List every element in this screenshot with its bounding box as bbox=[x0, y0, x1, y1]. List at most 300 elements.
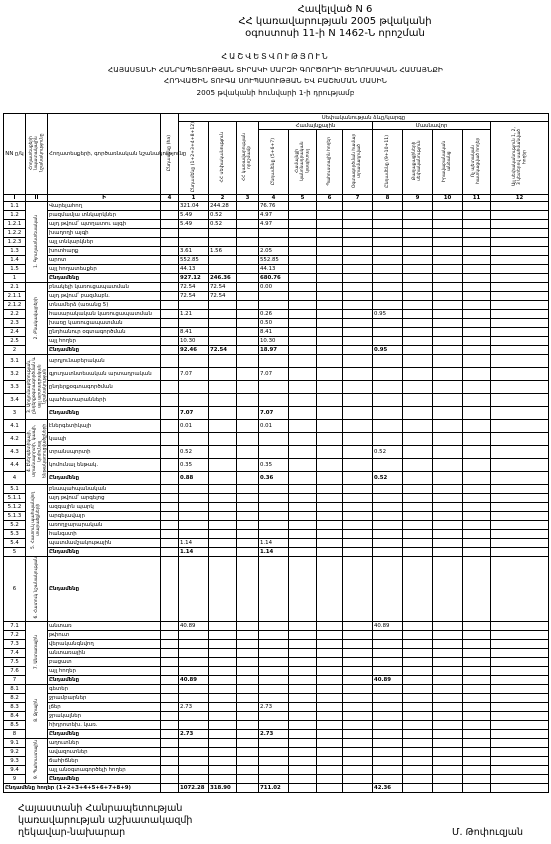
value-cell bbox=[237, 738, 259, 747]
value-cell bbox=[289, 621, 317, 630]
value-cell bbox=[237, 346, 259, 355]
value-cell bbox=[179, 774, 209, 783]
value-cell bbox=[237, 328, 259, 337]
value-cell bbox=[237, 693, 259, 702]
value-cell bbox=[373, 301, 403, 310]
value-cell bbox=[209, 702, 237, 711]
value-cell bbox=[491, 738, 549, 747]
value-cell bbox=[463, 220, 491, 229]
value-cell: 246.36 bbox=[209, 274, 237, 283]
value-cell bbox=[403, 310, 433, 319]
value-cell bbox=[209, 747, 237, 756]
value-cell bbox=[463, 702, 491, 711]
value-cell bbox=[289, 301, 317, 310]
value-cell bbox=[317, 319, 343, 328]
value-cell bbox=[373, 420, 403, 433]
area-total-cell bbox=[161, 711, 179, 720]
value-cell bbox=[491, 765, 549, 774]
value-cell bbox=[463, 648, 491, 657]
area-total-cell bbox=[161, 485, 179, 494]
value-cell bbox=[403, 765, 433, 774]
value-cell bbox=[259, 693, 289, 702]
value-cell bbox=[433, 648, 463, 657]
table-row bbox=[4, 765, 549, 774]
header-c6: Պահուստային հողեր bbox=[317, 130, 343, 195]
value-cell: 76.76 bbox=[259, 202, 289, 211]
value-cell bbox=[209, 765, 237, 774]
value-cell bbox=[343, 494, 373, 503]
value-cell bbox=[289, 346, 317, 355]
value-cell bbox=[289, 368, 317, 381]
value-cell bbox=[373, 202, 403, 211]
area-total-cell bbox=[161, 702, 179, 711]
value-cell bbox=[289, 747, 317, 756]
value-cell bbox=[259, 446, 289, 459]
land-type-label: Ընդամենը bbox=[48, 557, 161, 621]
value-cell bbox=[403, 355, 433, 368]
value-cell bbox=[373, 433, 403, 446]
value-cell bbox=[289, 765, 317, 774]
value-cell bbox=[209, 548, 237, 557]
row-number: 9.1 bbox=[4, 738, 26, 747]
group-label-text: 8. Ջրային bbox=[33, 698, 39, 722]
value-cell bbox=[343, 503, 373, 512]
header-no: NN ը/կ bbox=[4, 114, 26, 195]
table-row bbox=[4, 666, 549, 675]
value-cell bbox=[491, 256, 549, 265]
land-type-label: այդ թվում՝ պտղատու այգի bbox=[48, 220, 161, 229]
value-cell: 8.41 bbox=[259, 328, 289, 337]
table-row bbox=[4, 301, 549, 310]
value-cell bbox=[433, 747, 463, 756]
value-cell bbox=[343, 485, 373, 494]
value-cell bbox=[403, 729, 433, 738]
value-cell bbox=[317, 459, 343, 472]
value-cell: 1.14 bbox=[259, 539, 289, 548]
value-cell bbox=[317, 747, 343, 756]
value-cell bbox=[289, 702, 317, 711]
value-cell: 552.85 bbox=[259, 256, 289, 265]
value-cell: 0.52 bbox=[373, 446, 403, 459]
land-type-label: աղուտներ bbox=[48, 738, 161, 747]
value-cell bbox=[237, 503, 259, 512]
area-total-cell bbox=[161, 783, 179, 792]
table-row bbox=[4, 319, 549, 328]
value-cell bbox=[317, 211, 343, 220]
value-cell bbox=[433, 783, 463, 792]
value-cell: 4.97 bbox=[259, 211, 289, 220]
value-cell bbox=[317, 368, 343, 381]
value-cell bbox=[317, 310, 343, 319]
column-number: 7 bbox=[343, 195, 373, 202]
value-cell bbox=[209, 557, 237, 621]
value-cell bbox=[463, 459, 491, 472]
value-cell bbox=[403, 394, 433, 407]
value-cell bbox=[317, 756, 343, 765]
value-cell bbox=[433, 301, 463, 310]
value-cell bbox=[289, 420, 317, 433]
value-cell bbox=[317, 381, 343, 394]
value-cell bbox=[373, 630, 403, 639]
value-cell bbox=[343, 693, 373, 702]
value-cell bbox=[343, 265, 373, 274]
area-total-cell bbox=[161, 283, 179, 292]
value-cell bbox=[343, 381, 373, 394]
land-type-label: բնակելի կառուցապատման bbox=[48, 283, 161, 292]
value-cell bbox=[463, 521, 491, 530]
value-cell bbox=[463, 238, 491, 247]
value-cell bbox=[237, 774, 259, 783]
value-cell bbox=[433, 238, 463, 247]
value-cell bbox=[179, 512, 209, 521]
value-cell bbox=[237, 247, 259, 256]
value-cell bbox=[491, 657, 549, 666]
value-cell bbox=[317, 446, 343, 459]
value-cell bbox=[433, 548, 463, 557]
value-cell: 40.89 bbox=[179, 621, 209, 630]
value-cell bbox=[237, 747, 259, 756]
row-number: 3.4 bbox=[4, 394, 26, 407]
value-cell bbox=[343, 783, 373, 792]
column-number: 4 bbox=[259, 195, 289, 202]
value-cell bbox=[343, 247, 373, 256]
value-cell bbox=[491, 675, 549, 684]
value-cell bbox=[491, 247, 549, 256]
value-cell bbox=[209, 394, 237, 407]
value-cell: 8.41 bbox=[179, 328, 209, 337]
value-cell bbox=[343, 765, 373, 774]
value-cell bbox=[259, 675, 289, 684]
row-number: 2.1.1 bbox=[4, 292, 26, 301]
row-number: 5.4 bbox=[4, 539, 26, 548]
value-cell bbox=[403, 783, 433, 792]
row-number: 2.1 bbox=[4, 283, 26, 292]
value-cell bbox=[433, 346, 463, 355]
value-cell bbox=[373, 693, 403, 702]
value-cell bbox=[373, 355, 403, 368]
value-cell: 0.01 bbox=[179, 420, 209, 433]
land-type-label: ընդհանուր օգտագործման bbox=[48, 328, 161, 337]
column-number: 2 bbox=[209, 195, 237, 202]
value-cell bbox=[209, 355, 237, 368]
header-community: Համայնքային bbox=[259, 122, 373, 130]
value-cell bbox=[179, 765, 209, 774]
value-cell: 0.95 bbox=[373, 310, 403, 319]
value-cell bbox=[289, 459, 317, 472]
value-cell bbox=[317, 684, 343, 693]
value-cell bbox=[289, 738, 317, 747]
land-type-label: Ընդամենը bbox=[48, 407, 161, 420]
value-cell bbox=[403, 238, 433, 247]
value-cell bbox=[317, 256, 343, 265]
value-cell bbox=[237, 702, 259, 711]
value-cell bbox=[209, 512, 237, 521]
value-cell bbox=[343, 220, 373, 229]
value-cell bbox=[463, 433, 491, 446]
value-cell bbox=[343, 747, 373, 756]
value-cell bbox=[209, 648, 237, 657]
value-cell: 72.54 bbox=[179, 292, 209, 301]
row-number: 4.1 bbox=[4, 420, 26, 433]
value-cell bbox=[403, 229, 433, 238]
value-cell bbox=[463, 337, 491, 346]
land-type-label: ավազուտներ bbox=[48, 747, 161, 756]
value-cell bbox=[289, 548, 317, 557]
value-cell bbox=[463, 256, 491, 265]
row-number: 4.3 bbox=[4, 446, 26, 459]
value-cell bbox=[491, 720, 549, 729]
value-cell bbox=[433, 310, 463, 319]
value-cell bbox=[209, 319, 237, 328]
value-cell bbox=[209, 310, 237, 319]
value-cell bbox=[289, 433, 317, 446]
header-col1: Ընդամենը (1+2+3+4+8+12) bbox=[179, 122, 209, 195]
group-label-text: 4. Էներգետիկայի, տրանսպորտի, կապի, կոմունալ ենթակառուցվածքների bbox=[27, 424, 48, 479]
value-cell bbox=[491, 407, 549, 420]
value-cell bbox=[317, 503, 343, 512]
column-number: 3 bbox=[237, 195, 259, 202]
table-row bbox=[4, 247, 549, 256]
value-cell bbox=[317, 711, 343, 720]
table-row bbox=[4, 485, 549, 494]
table-row bbox=[4, 420, 549, 433]
footer-line1: Հայաստանի Հանրապետության bbox=[18, 803, 183, 814]
value-cell bbox=[317, 274, 343, 283]
value-cell bbox=[403, 381, 433, 394]
value-cell bbox=[179, 494, 209, 503]
value-cell bbox=[179, 711, 209, 720]
value-cell: 244.28 bbox=[209, 202, 237, 211]
area-total-cell bbox=[161, 548, 179, 557]
land-type-label: անտառ bbox=[48, 621, 161, 630]
table-row bbox=[4, 238, 549, 247]
value-cell: 0.00 bbox=[259, 283, 289, 292]
value-cell bbox=[179, 720, 209, 729]
land-type-label: էներգետիկայի bbox=[48, 420, 161, 433]
area-total-cell bbox=[161, 420, 179, 433]
value-cell bbox=[237, 229, 259, 238]
signature-name: Մ. Թոփուզյան bbox=[452, 827, 524, 838]
land-type-label: ազգային պարկ bbox=[48, 503, 161, 512]
value-cell bbox=[491, 229, 549, 238]
value-cell bbox=[317, 433, 343, 446]
area-total-cell bbox=[161, 521, 179, 530]
value-cell bbox=[433, 368, 463, 381]
value-cell: 1.56 bbox=[209, 247, 237, 256]
value-cell bbox=[463, 675, 491, 684]
value-cell bbox=[209, 381, 237, 394]
value-cell bbox=[491, 310, 549, 319]
value-cell bbox=[403, 675, 433, 684]
value-cell bbox=[433, 666, 463, 675]
value-cell bbox=[463, 274, 491, 283]
area-total-cell bbox=[161, 666, 179, 675]
value-cell bbox=[491, 521, 549, 530]
value-cell bbox=[433, 472, 463, 485]
land-type-label: ջրակալներ bbox=[48, 711, 161, 720]
value-cell bbox=[289, 485, 317, 494]
value-cell: 42.36 bbox=[373, 783, 403, 792]
value-cell: 40.89 bbox=[373, 675, 403, 684]
group-label bbox=[26, 557, 48, 621]
annex-line2: ՀՀ կառավարության 2005 թվականի bbox=[238, 16, 432, 27]
value-cell bbox=[463, 292, 491, 301]
value-cell bbox=[491, 328, 549, 337]
land-type-label: կապի bbox=[48, 433, 161, 446]
area-total-cell bbox=[161, 319, 179, 328]
value-cell bbox=[463, 774, 491, 783]
value-cell bbox=[289, 328, 317, 337]
value-cell bbox=[237, 394, 259, 407]
row-number: 8.2 bbox=[4, 693, 26, 702]
value-cell bbox=[209, 666, 237, 675]
value-cell bbox=[433, 530, 463, 539]
value-cell bbox=[433, 774, 463, 783]
value-cell bbox=[317, 720, 343, 729]
value-cell bbox=[463, 783, 491, 792]
value-cell bbox=[343, 407, 373, 420]
value-cell bbox=[343, 639, 373, 648]
value-cell bbox=[289, 756, 317, 765]
value-cell bbox=[259, 301, 289, 310]
value-cell bbox=[343, 328, 373, 337]
value-cell bbox=[237, 381, 259, 394]
value-cell: 0.35 bbox=[179, 459, 209, 472]
value-cell bbox=[179, 503, 209, 512]
header-c5: Համայնքի կանոնադրական կապիտալ bbox=[289, 130, 317, 195]
table-row bbox=[4, 774, 549, 783]
table-row bbox=[4, 292, 549, 301]
area-total-cell bbox=[161, 202, 179, 211]
value-cell bbox=[237, 202, 259, 211]
value-cell bbox=[209, 472, 237, 485]
value-cell bbox=[317, 494, 343, 503]
row-number: 9.4 bbox=[4, 765, 26, 774]
value-cell bbox=[259, 521, 289, 530]
value-cell bbox=[179, 557, 209, 621]
value-cell bbox=[209, 503, 237, 512]
value-cell bbox=[433, 381, 463, 394]
area-total-cell bbox=[161, 407, 179, 420]
value-cell bbox=[259, 494, 289, 503]
value-cell bbox=[433, 675, 463, 684]
header-type: Հողատեսքերի, գործառնական նշանակությունը bbox=[48, 114, 161, 195]
value-cell bbox=[491, 220, 549, 229]
value-cell bbox=[463, 485, 491, 494]
table-row bbox=[4, 684, 549, 693]
table-row bbox=[4, 503, 549, 512]
header-c11: Ոչ պետական հատկացված հողեր bbox=[463, 130, 491, 195]
value-cell bbox=[289, 256, 317, 265]
land-type-label: պահեստարանների bbox=[48, 394, 161, 407]
value-cell bbox=[179, 485, 209, 494]
value-cell bbox=[491, 503, 549, 512]
value-cell bbox=[343, 355, 373, 368]
value-cell bbox=[463, 738, 491, 747]
value-cell bbox=[463, 494, 491, 503]
value-cell bbox=[403, 557, 433, 621]
value-cell bbox=[237, 301, 259, 310]
value-cell bbox=[373, 521, 403, 530]
area-total-cell bbox=[161, 557, 179, 621]
value-cell bbox=[491, 238, 549, 247]
table-row bbox=[4, 346, 549, 355]
value-cell bbox=[289, 229, 317, 238]
value-cell bbox=[403, 720, 433, 729]
area-total-cell bbox=[161, 684, 179, 693]
column-number: 6 bbox=[317, 195, 343, 202]
value-cell bbox=[237, 446, 259, 459]
area-total-cell bbox=[161, 729, 179, 738]
row-number: 1.2.1 bbox=[4, 220, 26, 229]
column-number: 12 bbox=[491, 195, 549, 202]
value-cell bbox=[373, 394, 403, 407]
value-cell bbox=[259, 229, 289, 238]
value-cell bbox=[343, 756, 373, 765]
value-cell bbox=[179, 355, 209, 368]
value-cell bbox=[463, 368, 491, 381]
value-cell bbox=[289, 472, 317, 485]
header-state-comm: ՀՀ կառավարության որոշմամբ bbox=[237, 122, 259, 195]
area-total-cell bbox=[161, 433, 179, 446]
value-cell bbox=[463, 472, 491, 485]
value-cell bbox=[463, 711, 491, 720]
value-cell bbox=[373, 494, 403, 503]
value-cell bbox=[317, 292, 343, 301]
value-cell bbox=[373, 459, 403, 472]
value-cell bbox=[463, 765, 491, 774]
value-cell bbox=[463, 630, 491, 639]
value-cell: 5.49 bbox=[179, 211, 209, 220]
value-cell bbox=[237, 433, 259, 446]
value-cell bbox=[373, 765, 403, 774]
table-row bbox=[4, 702, 549, 711]
value-cell bbox=[343, 433, 373, 446]
table-row bbox=[4, 446, 549, 459]
value-cell bbox=[403, 328, 433, 337]
value-cell bbox=[403, 472, 433, 485]
value-cell bbox=[403, 711, 433, 720]
value-cell bbox=[343, 337, 373, 346]
area-total-cell bbox=[161, 238, 179, 247]
value-cell bbox=[463, 229, 491, 238]
value-cell bbox=[403, 648, 433, 657]
value-cell bbox=[317, 407, 343, 420]
value-cell bbox=[463, 557, 491, 621]
value-cell bbox=[209, 621, 237, 630]
value-cell bbox=[289, 774, 317, 783]
value-cell bbox=[343, 729, 373, 738]
value-cell bbox=[403, 433, 433, 446]
value-cell bbox=[343, 202, 373, 211]
value-cell bbox=[179, 433, 209, 446]
table-row bbox=[4, 756, 549, 765]
group-label bbox=[26, 738, 48, 783]
value-cell bbox=[403, 256, 433, 265]
value-cell: 711.02 bbox=[259, 783, 289, 792]
value-cell bbox=[463, 346, 491, 355]
value-cell bbox=[237, 485, 259, 494]
value-cell bbox=[491, 530, 549, 539]
value-cell bbox=[237, 783, 259, 792]
row-number: 1.1 bbox=[4, 202, 26, 211]
value-cell bbox=[491, 459, 549, 472]
header-c8: Ընդամենը (9+10+11) bbox=[373, 130, 403, 195]
value-cell bbox=[343, 684, 373, 693]
land-type-label: բացատ bbox=[48, 657, 161, 666]
value-cell bbox=[237, 211, 259, 220]
land-type-label: արոտ bbox=[48, 256, 161, 265]
